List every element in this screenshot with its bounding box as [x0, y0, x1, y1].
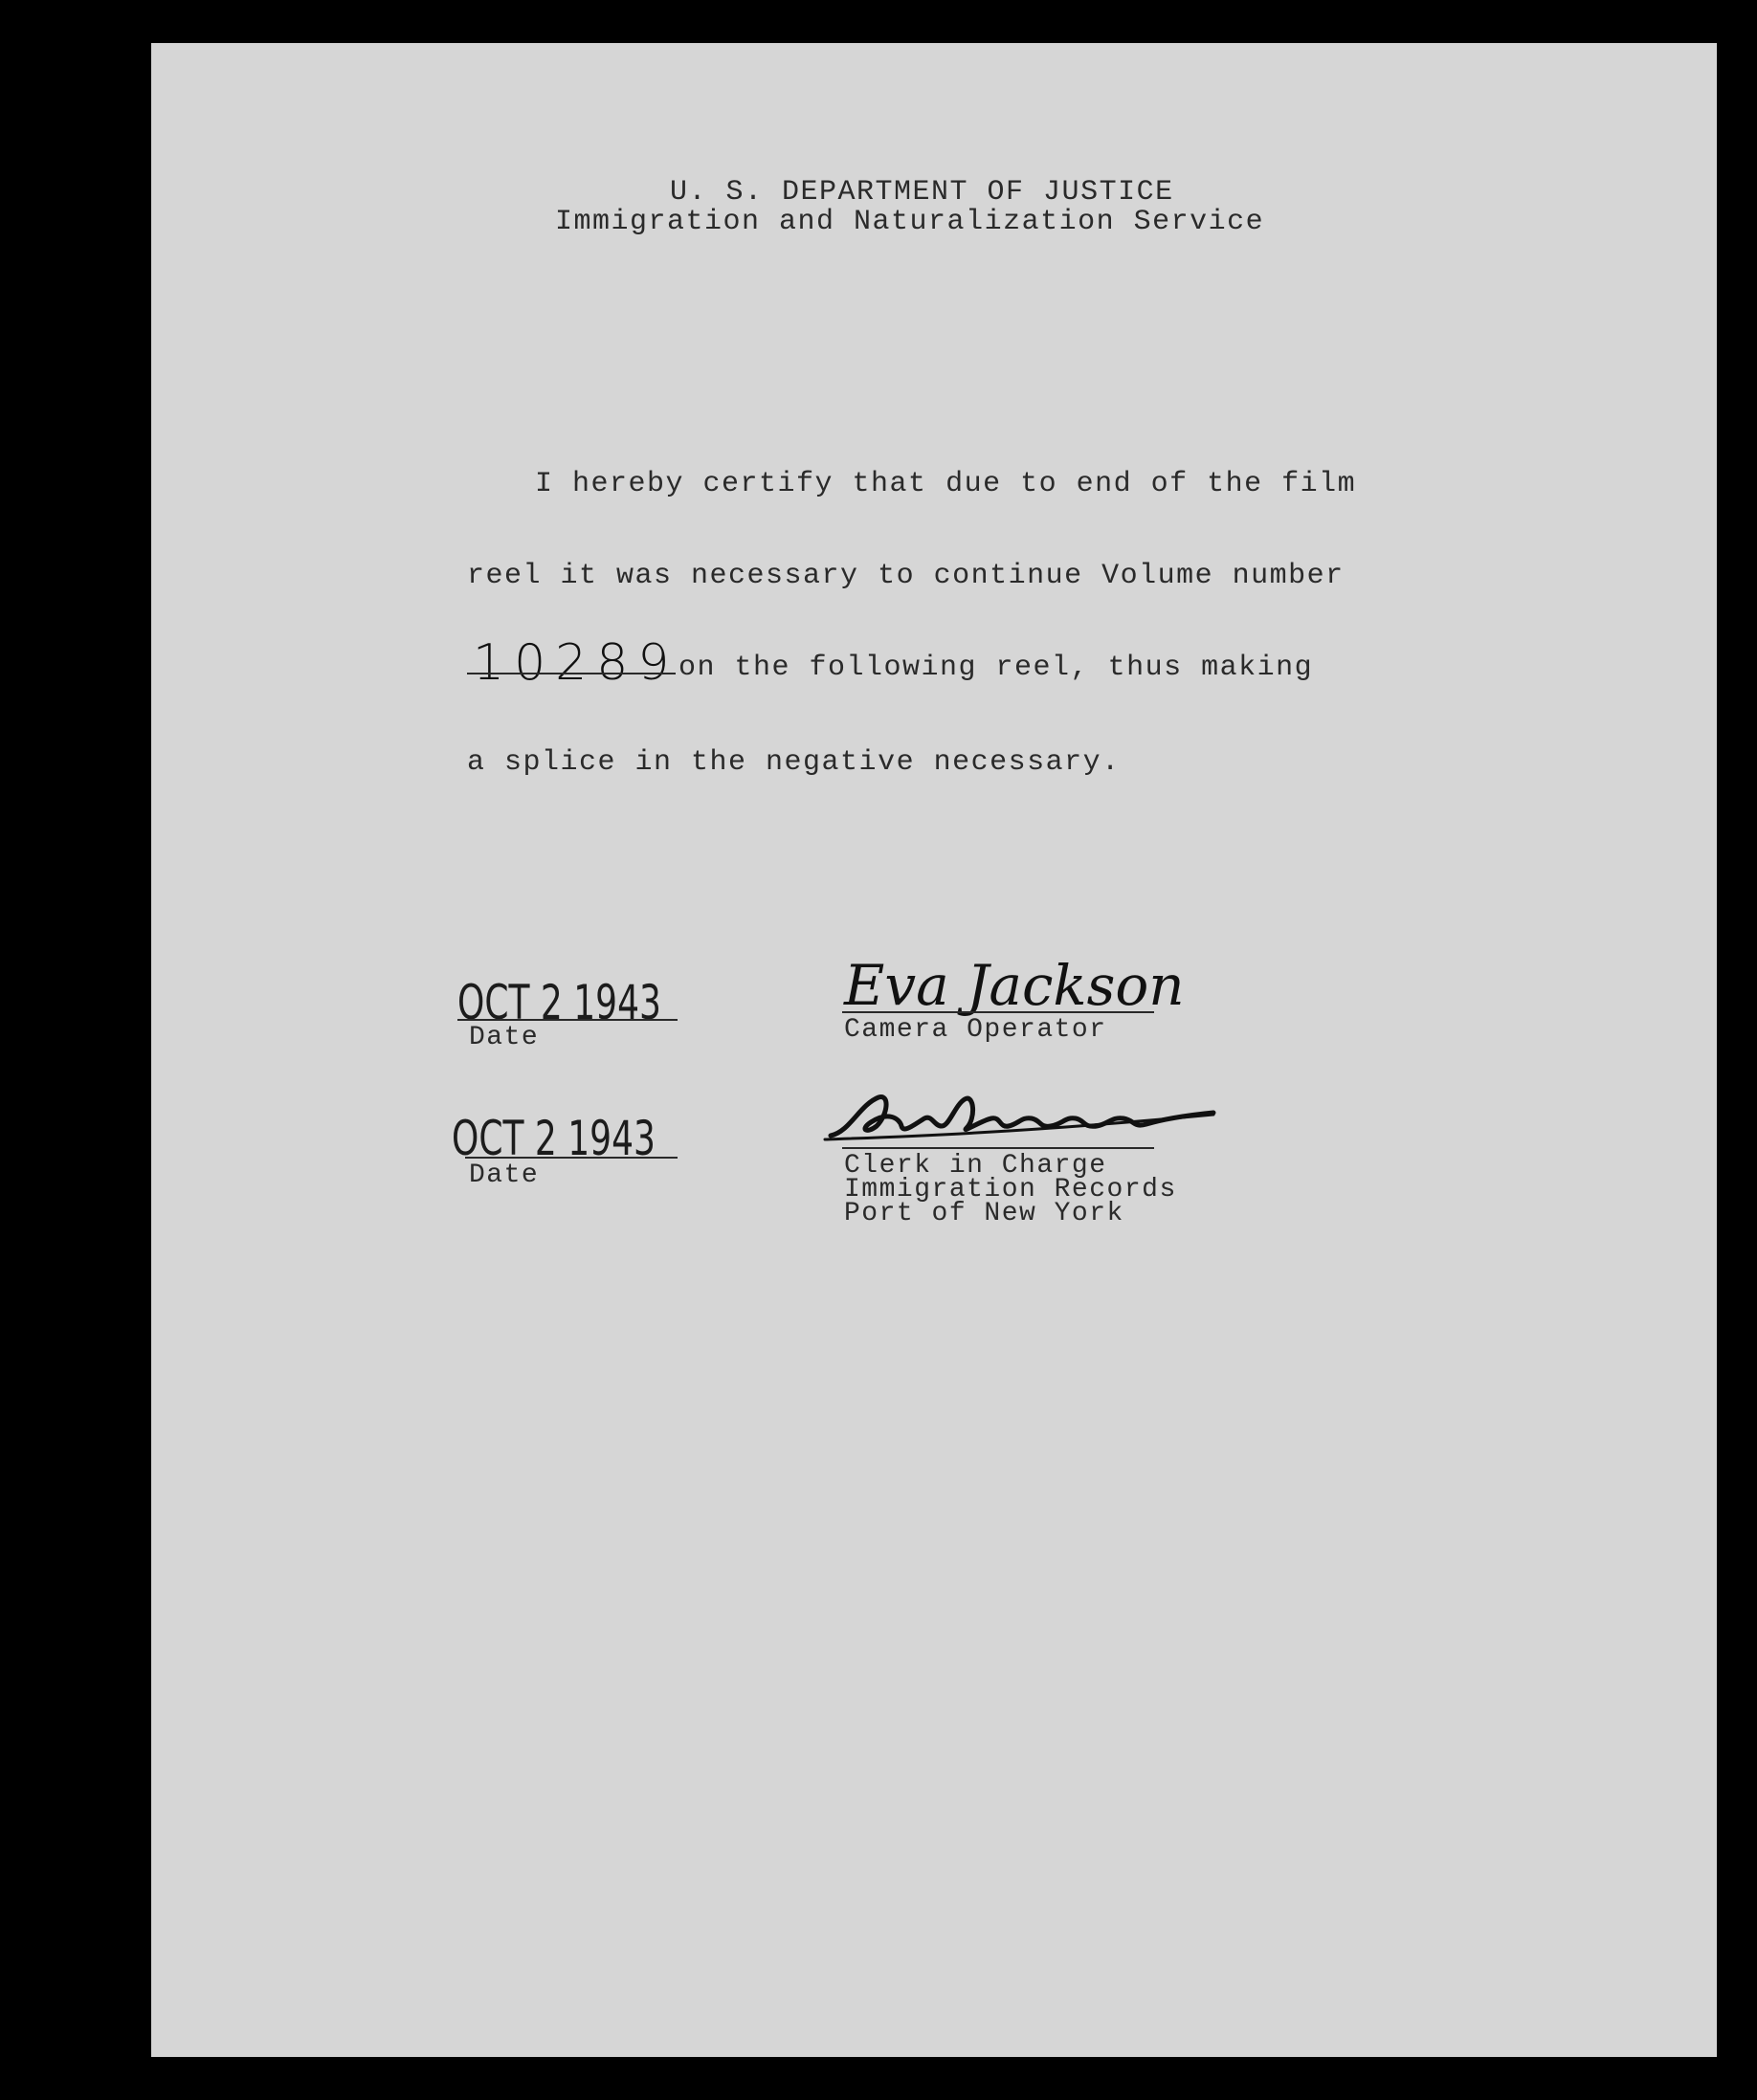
- clerk-signature-line: [842, 1147, 1154, 1149]
- document-page: [151, 43, 1717, 2057]
- certification-line-4: a splice in the negative necessary.: [467, 746, 1121, 779]
- operator-signature-line: [842, 1011, 1154, 1013]
- operator-signature: Eva Jackson: [844, 953, 1185, 1018]
- clerk-title-line-3: Port of New York: [844, 1199, 1124, 1228]
- operator-title: Camera Operator: [844, 1015, 1107, 1045]
- volume-number-underline: [467, 673, 676, 674]
- clerk-title-line-2: Immigration Records: [844, 1175, 1177, 1205]
- volume-number-handwritten: 10289: [473, 634, 679, 692]
- clerk-date-stamp: OCT 2 1943: [452, 1111, 656, 1166]
- clerk-signature: [821, 1076, 1223, 1153]
- clerk-title-line-1: Clerk in Charge: [844, 1151, 1107, 1181]
- certification-line-2: reel it was necessary to continue Volume number: [467, 560, 1345, 592]
- operator-date-stamp: OCT 2 1943: [457, 975, 661, 1030]
- service-heading: Immigration and Naturalization Service: [555, 206, 1265, 238]
- operator-date-label: Date: [469, 1023, 540, 1052]
- certification-line-3: on the following reel, thus making: [678, 652, 1314, 684]
- operator-date-line: [457, 1019, 678, 1021]
- certification-line-1: I hereby certify that due to end of the film: [535, 468, 1357, 500]
- department-heading: U. S. DEPARTMENT OF JUSTICE: [670, 176, 1174, 209]
- clerk-date-line: [465, 1157, 678, 1159]
- clerk-date-label: Date: [469, 1161, 540, 1190]
